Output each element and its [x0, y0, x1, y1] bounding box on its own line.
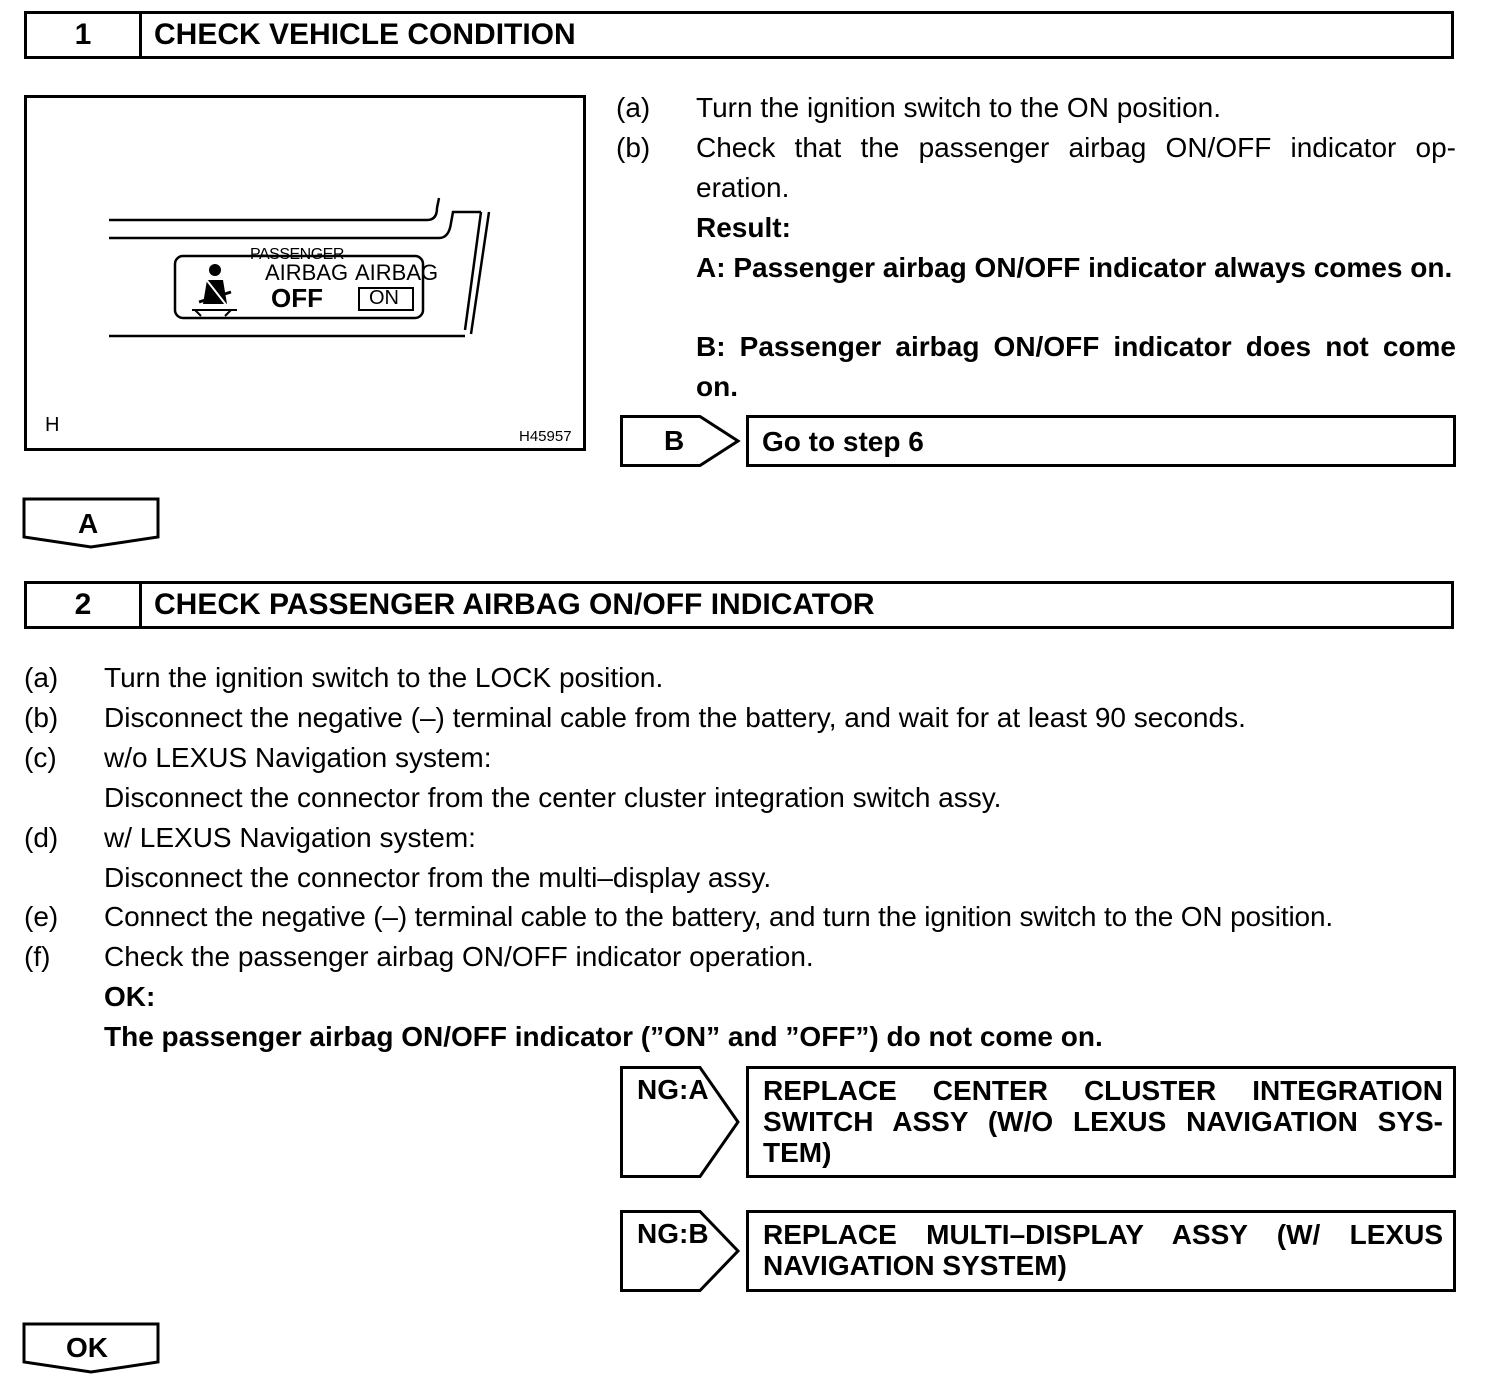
ng-a-tag: NG:A [637, 1074, 709, 1105]
ng-b-action: REPLACE MULTI–DISPLAY ASSY (W/ LEXUS NAVIGATION SYSTEM) [763, 1219, 1443, 1281]
figure-code-left: H [45, 414, 60, 436]
step1-item-b: (b) Check that the passenger airbag ON/OFF indicator op-eration. [616, 132, 1456, 203]
continue-ok-tag: OK [66, 1332, 108, 1363]
panel-label-on: ON [369, 287, 399, 309]
branch-b-tag: B [664, 425, 685, 456]
figure-reference-code: H45957 [519, 428, 572, 445]
panel-label-airbag: AIRBAG [265, 260, 349, 285]
ng-a-action-box [746, 1066, 1456, 1178]
result-a: A: Passenger airbag ON/OFF indicator always comes on. [696, 252, 1453, 283]
ok-label: OK: [104, 981, 156, 1012]
result-b: B: Passenger airbag ON/OFF indicator does not come on. [696, 331, 1456, 402]
ng-a-action: REPLACE CENTER CLUSTER INTEGRATION SWITCH ASSY (W/O LEXUS NAVIGATION SYS-TEM) [763, 1075, 1443, 1168]
ok-criteria: The passenger airbag ON/OFF indicator (”ON” and ”OFF”) do not come on. [104, 1021, 1103, 1052]
panel-label-off: OFF [271, 283, 323, 313]
panel-label-airbag-right: AIRBAG [355, 260, 439, 285]
step2-item-e: (e) Connect the negative (–) terminal cable to the battery, and turn the ignition switch to the ON position. [24, 901, 1334, 932]
step-title: CHECK PASSENGER AIRBAG ON/OFF INDICATOR [154, 588, 875, 621]
continue-a-tag: A [78, 508, 99, 539]
panel-label-passenger: PASSENGER [250, 246, 344, 263]
step2-item-b: (b) Disconnect the negative (–) terminal cable from the battery, and wait for at least 90 seconds. [24, 702, 1246, 733]
step-number: 2 [27, 584, 142, 626]
step2-item-c-detail: Disconnect the connector from the center cluster integration switch assy. [104, 782, 1002, 813]
branch-b-action-box [746, 415, 1456, 467]
seatbelt-person-icon [192, 264, 237, 316]
step1-item-a: (a) Turn the ignition switch to the ON position. [616, 92, 1221, 123]
step2-item-c: (c) w/o LEXUS Navigation system: [24, 742, 492, 773]
step-2-header [24, 581, 1454, 629]
step-number: 1 [27, 14, 142, 56]
ng-b-tag: NG:B [637, 1218, 709, 1249]
branch-b-action: Go to step 6 [762, 426, 924, 457]
step2-item-d-detail: Disconnect the connector from the multi–display assy. [104, 862, 772, 893]
step2-item-a: (a) Turn the ignition switch to the LOCK position. [24, 662, 664, 693]
step2-item-d: (d) w/ LEXUS Navigation system: [24, 822, 476, 853]
step2-item-f: (f) Check the passenger airbag ON/OFF indicator operation. [24, 941, 814, 972]
step-title: CHECK VEHICLE CONDITION [154, 18, 576, 51]
step-1-header [24, 11, 1454, 59]
result-label: Result: [696, 212, 791, 243]
indicator-figure [24, 95, 586, 451]
ng-b-action-box [746, 1210, 1456, 1292]
